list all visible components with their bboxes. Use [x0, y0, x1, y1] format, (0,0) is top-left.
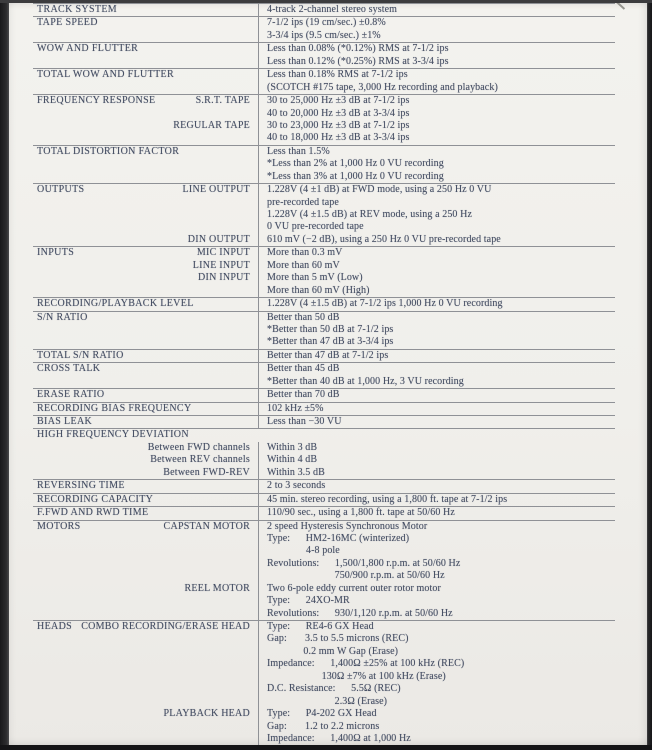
spec-row	[33, 108, 615, 120]
spec-row	[33, 146, 615, 158]
spec-label-cell	[33, 260, 258, 272]
spec-row	[33, 336, 615, 348]
spec-section	[33, 403, 615, 416]
spec-label-cell	[33, 595, 258, 607]
spec-label-cell	[33, 454, 258, 466]
scan-border-left	[0, 0, 9, 750]
spec-value: 4-8 pole	[258, 545, 615, 557]
spec-row	[33, 646, 615, 658]
spec-label-cell	[33, 108, 258, 120]
spec-label: HIGH FREQUENCY DEVIATION	[37, 429, 189, 441]
spec-label-cell	[33, 467, 258, 479]
spec-label-cell	[33, 158, 258, 170]
spec-label-cell	[33, 696, 258, 708]
spec-label-cell	[33, 4, 258, 16]
spec-row	[33, 4, 615, 16]
spec-row	[33, 376, 615, 388]
spec-row	[33, 558, 615, 570]
spec-label-cell	[33, 197, 258, 209]
spec-value: Revolutions: 1,500/1,800 r.p.m. at 50/60 Hz	[258, 558, 615, 570]
spec-row	[33, 312, 615, 324]
spec-section	[33, 43, 615, 69]
spec-value: 0.2 mm W Gap (Erase)	[258, 646, 615, 658]
spec-label-cell	[33, 376, 258, 388]
spec-section	[33, 363, 615, 389]
spec-value: 110/90 sec., using a 1,800 ft. tape at 50/60 Hz	[258, 507, 615, 519]
spec-row	[33, 95, 615, 107]
spec-row	[33, 416, 615, 428]
spec-section	[33, 17, 615, 43]
spec-row	[33, 595, 615, 607]
spec-row	[33, 545, 615, 557]
spec-label: REVERSING TIME	[37, 480, 125, 492]
spec-label-cell	[33, 324, 258, 336]
spec-label: S/N RATIO	[37, 311, 88, 323]
scan-border-top	[0, 0, 652, 3]
spec-value: 750/900 r.p.m. at 50/60 Hz	[258, 570, 615, 582]
spec-row	[33, 633, 615, 645]
spec-label-cell	[33, 545, 258, 557]
spec-value: Revolutions: 930/1,120 r.p.m. at 50/60 Hz	[258, 608, 615, 620]
spec-value: Less than 0.08% (*0.12%) RMS at 7-1/2 ips	[258, 43, 615, 55]
spec-value: Better than 47 dB at 7-1/2 ips	[258, 350, 615, 362]
spec-value: Better than 50 dB	[258, 312, 615, 324]
spec-row	[33, 82, 615, 94]
spec-row	[33, 429, 615, 441]
spec-section	[33, 429, 615, 480]
spec-section	[33, 389, 615, 402]
spec-value: *Less than 3% at 1,000 Hz 0 VU recording	[258, 171, 615, 183]
spec-label: ERASE RATIO	[37, 389, 105, 401]
spec-label-cell	[33, 583, 258, 595]
spec-section	[33, 350, 615, 363]
spec-value: D.C. Resistance: 5.5Ω (REC)	[258, 683, 615, 695]
spec-sublabel: LINE INPUT	[192, 259, 250, 271]
spec-label-cell	[33, 132, 258, 144]
spec-value: Two 6-pole eddy current outer rotor motor	[258, 583, 615, 595]
spec-label-cell	[33, 336, 258, 348]
spec-value: 1.228V (4 ±1 dB) at FWD mode, using a 250 Hz 0 VU	[258, 184, 615, 196]
spec-label-cell	[33, 298, 258, 310]
spec-row	[33, 158, 615, 170]
spec-row	[33, 197, 615, 209]
spec-sublabel: REGULAR TAPE	[173, 119, 250, 131]
spec-value: More than 5 mV (Low)	[258, 272, 615, 284]
spec-sublabel: DIN OUTPUT	[187, 233, 250, 245]
spec-value: Less than 0.12% (*0.25%) RMS at 3-3/4 ips	[258, 56, 615, 68]
spec-label-cell	[33, 56, 258, 68]
spec-section	[33, 298, 615, 311]
spec-value: More than 60 mV	[258, 260, 615, 272]
spec-label-cell	[33, 82, 258, 94]
spec-value: Within 4 dB	[258, 454, 615, 466]
spec-section	[33, 184, 615, 247]
spec-section	[33, 507, 615, 520]
spec-sublabel: REEL MOTOR	[184, 582, 250, 594]
spec-label-cell	[33, 95, 258, 107]
spec-label-cell	[33, 621, 258, 633]
spec-row	[33, 363, 615, 375]
spec-label: RECORDING/PLAYBACK LEVEL	[37, 298, 194, 310]
spec-value: 2 to 3 seconds	[258, 480, 615, 492]
spec-sublabel: PLAYBACK HEAD	[163, 708, 250, 720]
spec-label-cell	[33, 416, 258, 428]
spec-label-cell	[33, 671, 258, 683]
spec-row	[33, 43, 615, 55]
spec-row	[33, 17, 615, 29]
spec-label-cell	[33, 733, 258, 745]
spec-label-cell	[33, 480, 258, 492]
spec-row	[33, 507, 615, 519]
spec-value: Less than −30 VU	[258, 416, 615, 428]
spec-row	[33, 69, 615, 81]
spec-section	[33, 95, 615, 146]
spec-label-cell	[33, 221, 258, 233]
spec-label-cell	[33, 633, 258, 645]
spec-section	[33, 312, 615, 350]
spec-row	[33, 120, 615, 132]
spec-value: 3-3/4 ips (9.5 cm/sec.) ±1%	[258, 30, 615, 42]
spec-value: 40 to 18,000 Hz ±3 dB at 3-3/4 ips	[258, 132, 615, 144]
spec-section	[33, 621, 615, 745]
spec-label: F.FWD AND RWD TIME	[37, 507, 149, 519]
spec-label: WOW AND FLUTTER	[37, 43, 139, 55]
spec-row	[33, 533, 615, 545]
spec-sublabel: Between REV channels	[150, 454, 250, 466]
spec-row	[33, 30, 615, 42]
spec-row	[33, 350, 615, 362]
spec-row	[33, 184, 615, 196]
spec-label-cell	[33, 234, 258, 246]
spec-value: 2 speed Hysteresis Synchronous Motor	[258, 521, 615, 533]
spec-value: Gap: 1.2 to 2.2 microns	[258, 721, 615, 733]
spec-value: 45 min. stereo recording, using a 1,800 ft. tape at 7-1/2 ips	[258, 494, 615, 506]
spec-value: (SCOTCH #175 tape, 3,000 Hz recording and playback)	[258, 82, 615, 94]
spec-value: 40 to 20,000 Hz ±3 dB at 3-3/4 ips	[258, 108, 615, 120]
spec-row	[33, 221, 615, 233]
spec-value: *Better than 47 dB at 3-3/4 ips	[258, 336, 615, 348]
spec-row	[33, 570, 615, 582]
spec-row	[33, 733, 615, 745]
scan-border-bottom	[0, 745, 652, 750]
spec-row	[33, 209, 615, 221]
spec-row	[33, 454, 615, 466]
spec-row	[33, 721, 615, 733]
spec-value: Less than 0.18% RMS at 7-1/2 ips	[258, 69, 615, 81]
spec-label-cell	[33, 608, 258, 620]
spec-value: More than 60 mV (High)	[258, 285, 615, 297]
spec-value: 4-track 2-channel stereo system	[258, 4, 615, 16]
spec-sublabel: S.R.T. TAPE	[195, 95, 250, 107]
spec-label-cell	[33, 494, 258, 506]
scan-border-right	[647, 0, 652, 750]
spec-label-cell	[33, 442, 258, 454]
spec-row	[33, 521, 615, 533]
spec-sublabel: LINE OUTPUT	[182, 184, 250, 196]
spec-label: TRACK SYSTEM	[37, 4, 118, 15]
spec-value: Type: RE4-6 GX Head	[258, 621, 615, 633]
spec-row	[33, 658, 615, 670]
spec-label-cell	[33, 533, 258, 545]
spec-table	[33, 3, 615, 745]
spec-label: RECORDING BIAS FREQUENCY	[37, 402, 192, 414]
spec-row	[33, 608, 615, 620]
spec-row	[33, 234, 615, 246]
spec-label-cell	[33, 658, 258, 670]
spec-value: 102 kHz ±5%	[258, 403, 615, 415]
spec-label: TOTAL WOW AND FLUTTER	[37, 69, 175, 81]
spec-row	[33, 132, 615, 144]
spec-label-cell	[33, 507, 258, 519]
spec-row	[33, 442, 615, 454]
spec-row	[33, 171, 615, 183]
spec-section	[33, 69, 615, 95]
spec-value: Less than 1.5%	[258, 146, 615, 158]
spec-value: More than 0.3 mV	[258, 247, 615, 259]
spec-row	[33, 272, 615, 284]
spec-section	[33, 4, 615, 17]
spec-label-cell	[33, 721, 258, 733]
spec-row	[33, 583, 615, 595]
spec-label-cell	[33, 43, 258, 55]
spec-label: BIAS LEAK	[37, 416, 93, 427]
spec-value: 130Ω ±7% at 100 kHz (Erase)	[258, 671, 615, 683]
spec-label-cell	[33, 708, 258, 720]
spec-value: 1.228V (4 ±1.5 dB) at 7-1/2 ips 1,000 Hz 0 VU recording	[258, 298, 615, 310]
spec-label-cell	[33, 429, 258, 441]
spec-value: 1.228V (4 ±1.5 dB) at REV mode, using a 250 Hz	[258, 209, 615, 221]
spec-value: 7-1/2 ips (19 cm/sec.) ±0.8%	[258, 17, 615, 29]
spec-value: Type: 24XO-MR	[258, 595, 615, 607]
spec-label: TOTAL DISTORTION FACTOR	[37, 145, 180, 157]
spec-label-cell	[33, 247, 258, 259]
spec-label-cell	[33, 184, 258, 196]
spec-section	[33, 416, 615, 429]
spec-value: Type: P4-202 GX Head	[258, 708, 615, 720]
spec-row	[33, 621, 615, 633]
spec-label-cell	[33, 683, 258, 695]
spec-label: MOTORS	[37, 520, 81, 532]
spec-row	[33, 298, 615, 310]
spec-label-cell	[33, 646, 258, 658]
spec-row	[33, 324, 615, 336]
spec-label-cell	[33, 30, 258, 42]
spec-label: HEADS	[37, 621, 73, 632]
spec-value: Gap: 3.5 to 5.5 microns (REC)	[258, 633, 615, 645]
spec-label-cell	[33, 285, 258, 297]
spec-value: Impedance: 1,400Ω ±25% at 100 kHz (REC)	[258, 658, 615, 670]
spec-sublabel: Between FWD channels	[147, 441, 250, 453]
spec-label-cell	[33, 69, 258, 81]
spec-label-cell	[33, 17, 258, 29]
spec-value: 610 mV (−2 dB), using a 250 Hz 0 VU pre-recorded tape	[258, 234, 615, 246]
spec-row	[33, 708, 615, 720]
spec-sublabel: CAPSTAN MOTOR	[163, 520, 250, 532]
spec-label: FREQUENCY RESPONSE	[37, 95, 156, 107]
spec-row	[33, 403, 615, 415]
spec-label-cell	[33, 171, 258, 183]
spec-label-cell	[33, 209, 258, 221]
spec-row	[33, 494, 615, 506]
spec-label-cell	[33, 312, 258, 324]
spec-value: 30 to 23,000 Hz ±3 dB at 7-1/2 ips	[258, 120, 615, 132]
spec-section	[33, 146, 615, 184]
spec-row	[33, 56, 615, 68]
spec-sublabel: Between FWD-REV	[163, 466, 250, 478]
spec-row	[33, 285, 615, 297]
spec-value: Better than 70 dB	[258, 389, 615, 401]
spec-label: TAPE SPEED	[37, 17, 98, 29]
spec-label-cell	[33, 403, 258, 415]
spec-row	[33, 467, 615, 479]
spec-section	[33, 494, 615, 507]
spec-value: 0 VU pre-recorded tape	[258, 221, 615, 233]
spec-label-cell	[33, 389, 258, 401]
spec-label: OUTPUTS	[37, 184, 85, 196]
spec-label-cell	[33, 521, 258, 533]
spec-value: Within 3 dB	[258, 442, 615, 454]
spec-label-cell	[33, 350, 258, 362]
spec-value: pre-recorded tape	[258, 197, 615, 209]
spec-label: INPUTS	[37, 247, 75, 259]
spec-label-cell	[33, 120, 258, 132]
spec-value	[258, 429, 615, 441]
spec-value: *Better than 40 dB at 1,000 Hz, 3 VU recording	[258, 376, 615, 388]
spec-row	[33, 696, 615, 708]
spec-label-cell	[33, 146, 258, 158]
spec-sublabel: MIC INPUT	[196, 247, 250, 259]
spec-value: Type: HM2-16MC (winterized)	[258, 533, 615, 545]
spec-label: TOTAL S/N RATIO	[37, 349, 124, 361]
spec-label-cell	[33, 363, 258, 375]
spec-row	[33, 683, 615, 695]
spec-section	[33, 521, 615, 622]
spec-section	[33, 247, 615, 298]
spec-sublabel: COMBO RECORDING/ERASE HEAD	[81, 621, 250, 632]
spec-label-cell	[33, 558, 258, 570]
spec-row	[33, 260, 615, 272]
spec-row	[33, 389, 615, 401]
spec-section	[33, 480, 615, 493]
spec-value: 2.3Ω (Erase)	[258, 696, 615, 708]
spec-value: 30 to 25,000 Hz ±3 dB at 7-1/2 ips	[258, 95, 615, 107]
spec-label-cell	[33, 570, 258, 582]
spec-value: *Better than 50 dB at 7-1/2 ips	[258, 324, 615, 336]
spec-label-cell	[33, 272, 258, 284]
spec-value: Within 3.5 dB	[258, 467, 615, 479]
spec-row	[33, 247, 615, 259]
spec-value: Impedance: 1,400Ω at 1,000 Hz	[258, 733, 615, 745]
spec-label: CROSS TALK	[37, 363, 101, 375]
spec-row	[33, 480, 615, 492]
spec-value: Better than 45 dB	[258, 363, 615, 375]
spec-label: RECORDING CAPACITY	[37, 493, 154, 505]
spec-row	[33, 671, 615, 683]
spec-value: *Less than 2% at 1,000 Hz 0 VU recording	[258, 158, 615, 170]
spec-sublabel: DIN INPUT	[198, 272, 250, 284]
